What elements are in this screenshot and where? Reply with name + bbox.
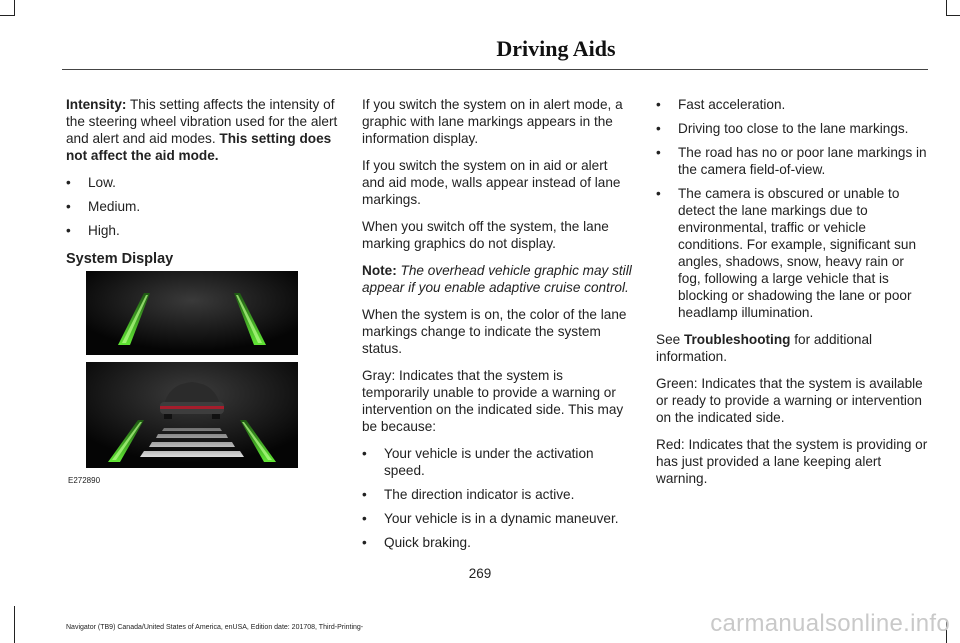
reason-text: Your vehicle is under the activation speed.	[384, 446, 594, 478]
list-item: • The road has no or poor lane markings in the camera field-of-view.	[656, 145, 927, 177]
see-suffix: for additional information.	[656, 332, 873, 364]
list-item: • Medium.	[66, 199, 141, 214]
vehicle-walls-image	[86, 362, 298, 468]
figure-code: E272890	[68, 476, 101, 485]
note-label: Note:	[362, 263, 397, 278]
level-medium: Medium.	[88, 199, 141, 214]
see-troubleshooting-paragraph	[656, 331, 928, 365]
note-paragraph	[362, 262, 632, 296]
paragraph: If you switch the system on in aid or alert and aid mode, walls appear instead of lane markings.	[362, 158, 621, 207]
intensity-levels-list	[66, 174, 338, 239]
crop-mark-bottom-left-v	[14, 606, 15, 643]
intensity-label: Intensity:	[66, 97, 127, 112]
page-header-title: Driving Aids	[496, 36, 616, 61]
reason-text: The camera is obscured or unable to detect the lane markings due to environmental, traffic or vehicle conditions. For example, significant sun angles, shadows, snow, heavy rain or fog, following a large vehicle that is blocking or shadowing the lane or poor headlamp illumination.	[678, 186, 917, 320]
reason-text: Quick braking.	[384, 535, 471, 550]
list-item: • High.	[66, 223, 120, 238]
vehicle-lane-graphic	[86, 362, 298, 468]
footer-edition-info: Navigator (TB9) Canada/United States of America, enUSA, Edition date: 201708, Third-Printing-	[66, 624, 364, 631]
see-prefix: See	[656, 332, 684, 347]
lane-walls-image	[86, 271, 298, 355]
page-number: 269	[468, 566, 492, 581]
list-item: • Your vehicle is in a dynamic maneuver.	[362, 511, 619, 526]
reason-text: The direction indicator is active.	[384, 487, 575, 502]
column-right	[656, 96, 928, 497]
red-status-paragraph: Red: Indicates that the system is providing or has just provided a lane keeping alert warning.	[656, 437, 928, 486]
watermark: carmanualsonline.info	[710, 610, 950, 637]
list-item: • Low.	[66, 175, 116, 190]
system-display-heading: System Display	[66, 251, 174, 267]
lane-markings-graphic	[86, 271, 298, 355]
list-item: • Fast acceleration.	[656, 97, 786, 112]
troubleshooting-reference: Troubleshooting	[683, 332, 791, 347]
reason-text: The road has no or poor lane markings in the camera field-of-view.	[678, 145, 927, 177]
level-low: Low.	[88, 175, 116, 190]
reason-text: Driving too close to the lane markings.	[678, 121, 909, 136]
level-high: High.	[88, 223, 120, 238]
paragraph: If you switch the system on in alert mode, a graphic with lane markings appears in the information display.	[362, 97, 623, 146]
paragraph: When you switch off the system, the lane marking graphics do not display.	[362, 219, 609, 251]
reason-text: Fast acceleration.	[678, 97, 786, 112]
intensity-paragraph	[66, 96, 338, 164]
paragraph: Gray: Indicates that the system is temporarily unable to provide a warning or intervention on the indicated side. This may be because:	[362, 368, 624, 434]
paragraph: When the system is on, the color of the lane markings change to indicate the system status.	[362, 307, 627, 356]
column-left	[66, 96, 338, 268]
crop-mark-top-left-v	[14, 0, 15, 16]
list-item: • Quick braking.	[362, 535, 471, 550]
intensity-text: This setting affects the intensity of the steering wheel vibration used for the alert and alert and aid modes.	[66, 97, 338, 146]
green-status-paragraph: Green: Indicates that the system is available or ready to provide a warning or intervention on the indicated side.	[656, 376, 923, 425]
gray-reasons-list	[362, 445, 632, 551]
list-item: • The direction indicator is active.	[362, 487, 575, 502]
list-item: • Driving too close to the lane markings.	[656, 121, 909, 136]
intensity-bold-note: This setting does not affect the aid mode.	[66, 131, 332, 163]
reason-text: Your vehicle is in a dynamic maneuver.	[384, 511, 619, 526]
list-item: • The camera is obscured or unable to detect the lane markings due to environmental, traffic or vehicle conditions. For example, significant sun angles, shadows, snow, heavy rain or fog, following a large vehicle that is blocking or shadowing the lane or poor headlamp illumination.	[656, 186, 917, 320]
note-text: The overhead vehicle graphic may still appear if you enable adaptive cruise control.	[362, 263, 632, 295]
list-item: • Your vehicle is under the activation speed.	[362, 446, 594, 478]
header-divider	[62, 69, 928, 70]
crop-mark-top-left-h	[0, 15, 15, 16]
crop-mark-top-right-h	[946, 15, 960, 16]
gray-reasons-list-continued	[656, 96, 928, 321]
crop-mark-top-right-v	[946, 0, 947, 16]
column-middle	[362, 96, 632, 561]
